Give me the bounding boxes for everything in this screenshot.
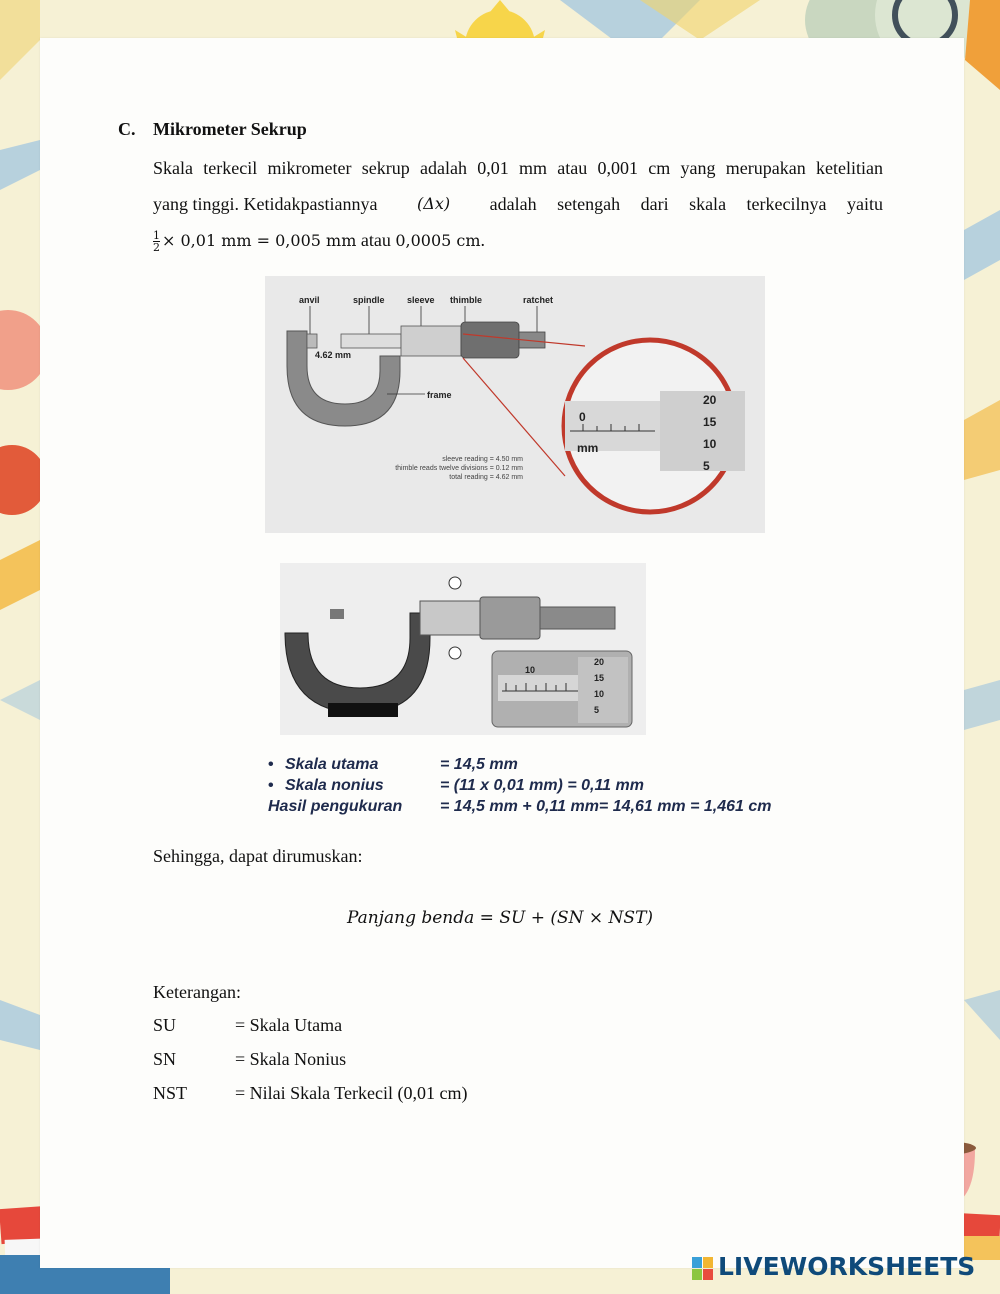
label-ratchet: ratchet bbox=[523, 295, 554, 305]
result-label: Skala utama bbox=[285, 756, 379, 773]
label-frame: frame bbox=[427, 390, 452, 400]
micrometer-diagram bbox=[265, 276, 765, 533]
result-value: = (11 x 0,01 mm) = 0,11 mm bbox=[440, 777, 644, 794]
legend-abbr: SU bbox=[153, 1015, 177, 1035]
paragraph-line-3 bbox=[153, 222, 883, 259]
micrometer-diagram-svg bbox=[265, 276, 765, 533]
result-value: = 14,5 mm bbox=[440, 756, 518, 773]
conclusion-text: Sehingga, dapat dirumuskan: bbox=[153, 846, 363, 866]
section-title: Mikrometer Sekrup bbox=[153, 119, 307, 139]
legend-item bbox=[153, 1014, 342, 1036]
uncertainty-cm: 0,0005 cm bbox=[395, 231, 481, 250]
result-row-main-scale bbox=[268, 754, 518, 775]
length-formula: Panjang benda = SU + (SN × NST) bbox=[346, 908, 654, 928]
result-label: Hasil pengukuran bbox=[268, 798, 403, 815]
photo-thimble-tick-1: 20 bbox=[594, 657, 605, 667]
legend-title: Keterangan: bbox=[153, 982, 241, 1002]
paragraph-line-2 bbox=[153, 186, 883, 222]
bullet: • bbox=[268, 756, 274, 773]
reading-thimble: thimble reads twelve divisions = 0.12 mm bbox=[395, 465, 523, 472]
photo-sleeve-label: 10 bbox=[525, 665, 536, 675]
half-fraction bbox=[153, 230, 160, 253]
legend-item bbox=[153, 1048, 346, 1070]
thimble-tick-2: 15 bbox=[703, 415, 717, 429]
paragraph-period: . bbox=[480, 230, 486, 250]
uncertainty-symbol: (Δx) bbox=[417, 194, 451, 213]
section-number: C. bbox=[118, 119, 136, 139]
legend-desc: = Skala Nonius bbox=[235, 1049, 347, 1069]
bullet: • bbox=[268, 777, 274, 794]
liveworksheets-brand: LIVEWORKSHEETS bbox=[718, 1252, 976, 1281]
label-thimble: thimble bbox=[450, 295, 483, 305]
thimble-tick-4: 5 bbox=[703, 459, 710, 473]
legend-desc: = Nilai Skala Terkecil (0,01 cm) bbox=[235, 1083, 468, 1103]
legend-abbr: NST bbox=[153, 1083, 188, 1103]
result-row-total bbox=[268, 796, 771, 817]
legend-desc: = Skala Utama bbox=[235, 1015, 343, 1035]
label-spindle: spindle bbox=[353, 295, 385, 305]
photo-thimble-tick-3: 10 bbox=[594, 689, 605, 699]
fraction-denominator: 2 bbox=[153, 241, 160, 255]
micrometer-photo-svg bbox=[280, 563, 646, 735]
paragraph-line-2b: adalah setengah dari skala terkecilnya yaitu bbox=[489, 194, 883, 214]
result-label: Skala nonius bbox=[285, 777, 384, 794]
sleeve-mm: mm bbox=[577, 441, 599, 455]
paragraph-line-1: Skala terkecil mikrometer sekrup adalah 0,01 mm atau 0,001 cm yang merupakan ketelitian bbox=[153, 158, 883, 178]
micrometer-photo bbox=[280, 563, 646, 735]
section-heading bbox=[118, 118, 307, 140]
intro-paragraph bbox=[153, 150, 883, 259]
legend-item bbox=[153, 1082, 468, 1104]
paragraph-line-2a: yang tinggi. Ketidakpastiannya bbox=[153, 194, 378, 214]
liveworksheets-logo-icon bbox=[692, 1257, 714, 1281]
label-gap: 4.62 mm bbox=[315, 350, 352, 360]
result-value: = 14,5 mm + 0,11 mm= 14,61 mm = 1,461 cm bbox=[440, 798, 772, 815]
result-row-vernier-scale bbox=[268, 775, 644, 796]
label-sleeve: sleeve bbox=[407, 295, 435, 305]
label-anvil: anvil bbox=[299, 295, 320, 305]
fraction-numerator: 1 bbox=[153, 229, 160, 243]
paragraph-atau: atau bbox=[360, 230, 391, 250]
legend-abbr: SN bbox=[153, 1049, 177, 1069]
thimble-tick-1: 20 bbox=[703, 393, 717, 407]
photo-thimble-tick-4: 5 bbox=[594, 705, 600, 715]
reading-sleeve: sleeve reading = 4.50 mm bbox=[442, 456, 523, 463]
sleeve-zero: 0 bbox=[579, 410, 586, 424]
photo-thimble-tick-2: 15 bbox=[594, 673, 605, 683]
reading-total: total reading = 4.62 mm bbox=[449, 474, 523, 481]
thimble-tick-3: 10 bbox=[703, 437, 717, 451]
uncertainty-expression: × 0,01 mm = 0,005 mm bbox=[162, 231, 357, 250]
